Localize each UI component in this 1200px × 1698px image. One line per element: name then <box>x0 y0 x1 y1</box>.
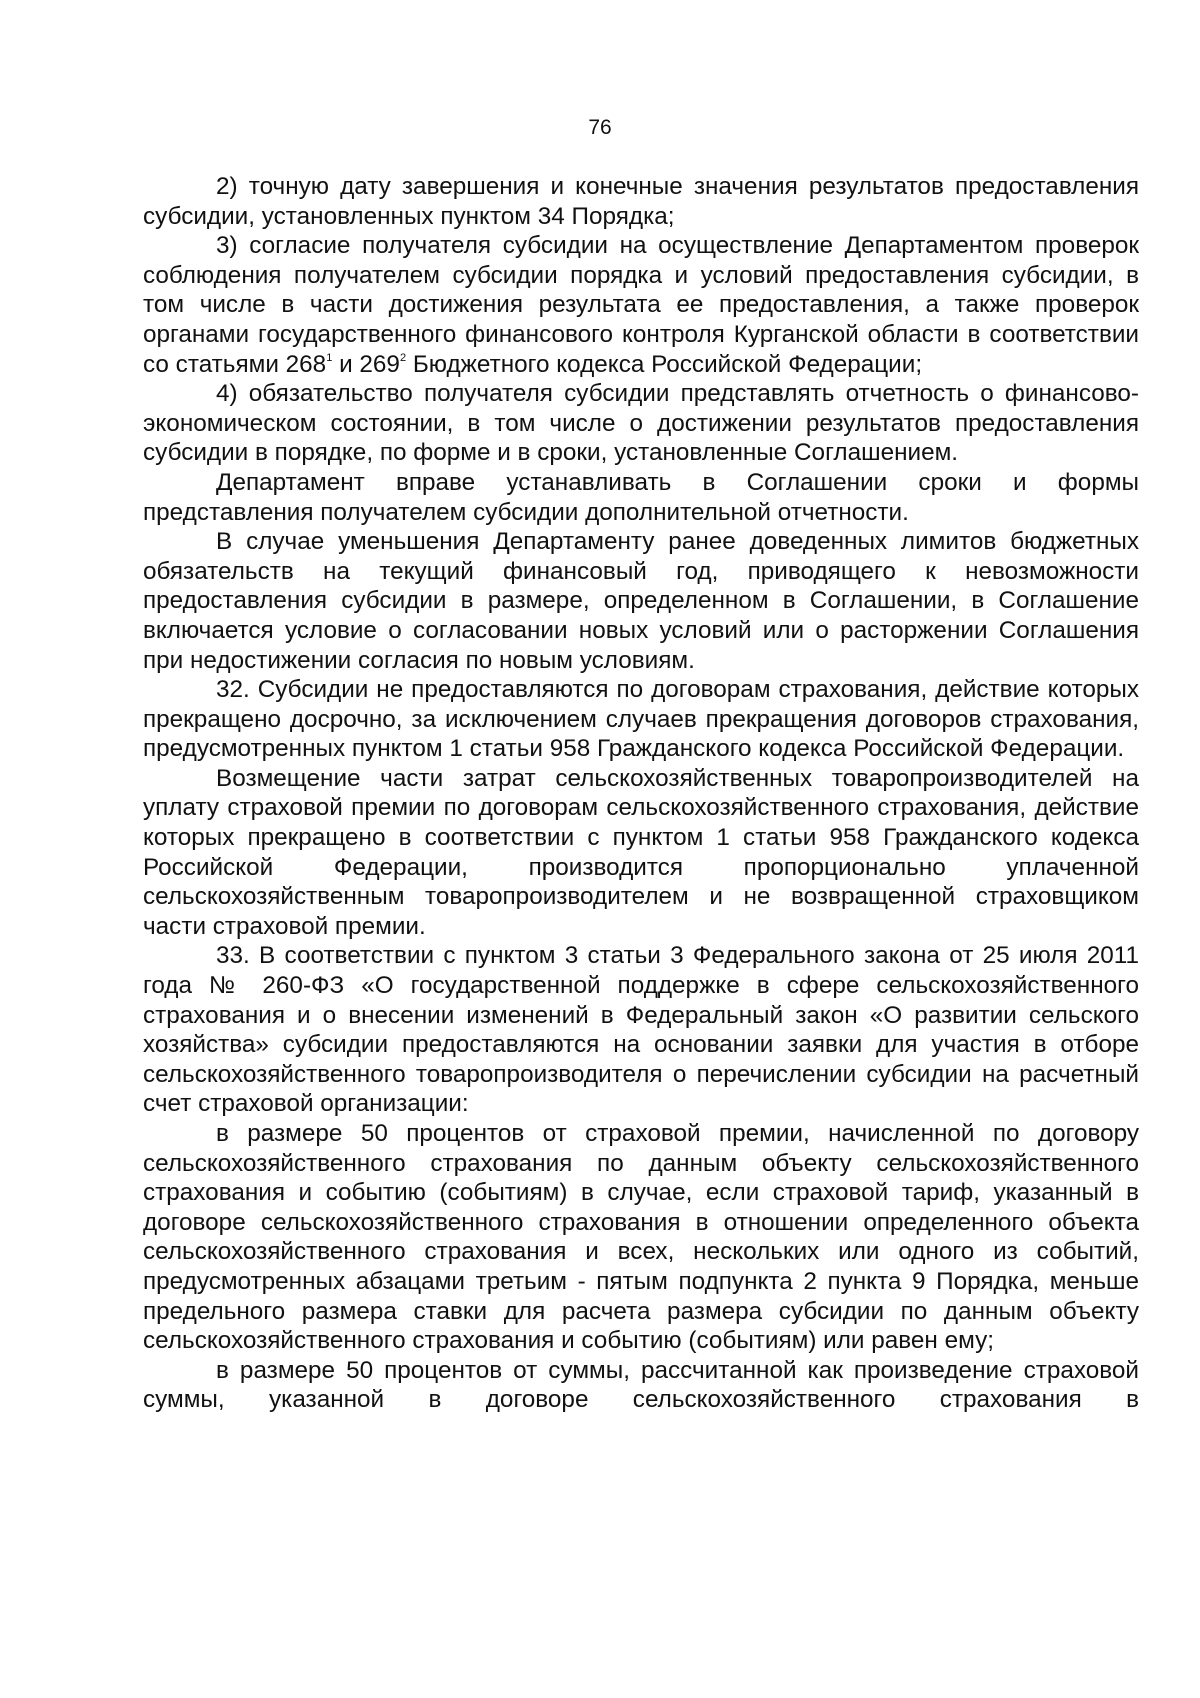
paragraph-clause-33: 33. В соответствии с пунктом 3 статьи 3 Федерального закона от 25 июля 2011 года № 260-ФЗ «О государственной поддержке в сфере сельскохозяйственного страхования и о внесении изменений в Федеральный закон «О развитии сельского хозяйства» субсидии предоставляются на основании заявки для участия в отборе сельскохозяйственного товаропроизводителя о перечислении субсидии на расчетный счет страховой организации: <box>143 942 1139 1118</box>
document-body <box>143 172 1139 1415</box>
paragraph-item-3-text: 3) согласие получателя субсидии на осуществление Департаментом проверок соблюдения получателем субсидии порядка и условий предоставления субсидии, в том числе в части достижения результата ее предоставления, а также проверок органами государственного финансового контроля Курганской области в соответствии со статьями <box>143 232 1139 378</box>
paragraph-item-3-tail: Бюджетного кодекса Российской Федерации; <box>406 350 923 378</box>
article-number: 268 <box>285 350 327 378</box>
page-number: 76 <box>588 116 612 139</box>
article-reference <box>359 351 406 378</box>
paragraph-limits-reduction: В случае уменьшения Департаменту ранее доведенных лимитов бюджетных обязательств на текущий финансовый год, приводящего к невозможности предоставления субсидии в размере, определенном в Соглашении, в Соглашение включается условие о согласовании новых условий или о расторжении Соглашения при недостижении согласия по новым условиям. <box>143 528 1139 674</box>
paragraph-cost-reimbursement: Возмещение части затрат сельскохозяйственных товаропроизводителей на уплату страховой премии по договорам сельскохозяйственного страхования, действие которых прекращено в соответствии с пунктом 1 статьи 958 Гражданского кодекса Российской Федерации, производится пропорционально уплаченной сельскохозяйственным товаропроизводителем и не возвращенной страховщиком части страховой премии. <box>143 764 1139 940</box>
article-superscript: 1 <box>326 351 333 364</box>
paragraph-clause-32: 32. Субсидии не предоставляются по договорам страхования, действие которых прекращено досрочно, за исключением случаев прекращения договоров страхования, предусмотренных пунктом 1 статьи 958 Гражданского кодекса Российской Федерации. <box>143 676 1139 763</box>
conjunction-text: и <box>332 350 360 378</box>
paragraph-item-3 <box>143 231 1139 379</box>
article-superscript: 2 <box>399 351 407 364</box>
paragraph-rate-50-sum: в размере 50 процентов от суммы, рассчитанной как произведение страховой суммы, указанной в договоре сельскохозяйственного страхования в <box>143 1356 1139 1414</box>
paragraph-department-rights: Департамент вправе устанавливать в Соглашении сроки и формы представления получателем субсидии дополнительной отчетности. <box>143 468 1139 526</box>
article-reference <box>286 351 333 378</box>
paragraph-item-2: 2) точную дату завершения и конечные значения результатов предоставления субсидии, установленных пунктом 34 Порядка; <box>143 173 1139 230</box>
paragraph-item-4: 4) обязательство получателя субсидии представлять отчетность о финансово-экономическом состоянии, в том числе о достижении результатов предоставления субсидии в порядке, по форме и в сроки, установленные Соглашением. <box>143 380 1139 467</box>
article-number: 269 <box>359 350 400 378</box>
paragraph-rate-50-premium: в размере 50 процентов от страховой премии, начисленной по договору сельскохозяйственного страхования по данным объекту сельскохозяйственного страхования и событию (событиям) в случае, если страховой тариф, указанный в договоре сельскохозяйственного страхования в отношении определенного объекта сельскохозяйственного страхования и всех, нескольких или одного из событий, предусмотренных абзацами третьим - пятым подпункта 2 пункта 9 Порядка, меньше предельного размера ставки для расчета размера субсидии по данным объекту сельскохозяйственного страхования и событию (событиям) или равен ему; <box>143 1120 1139 1355</box>
